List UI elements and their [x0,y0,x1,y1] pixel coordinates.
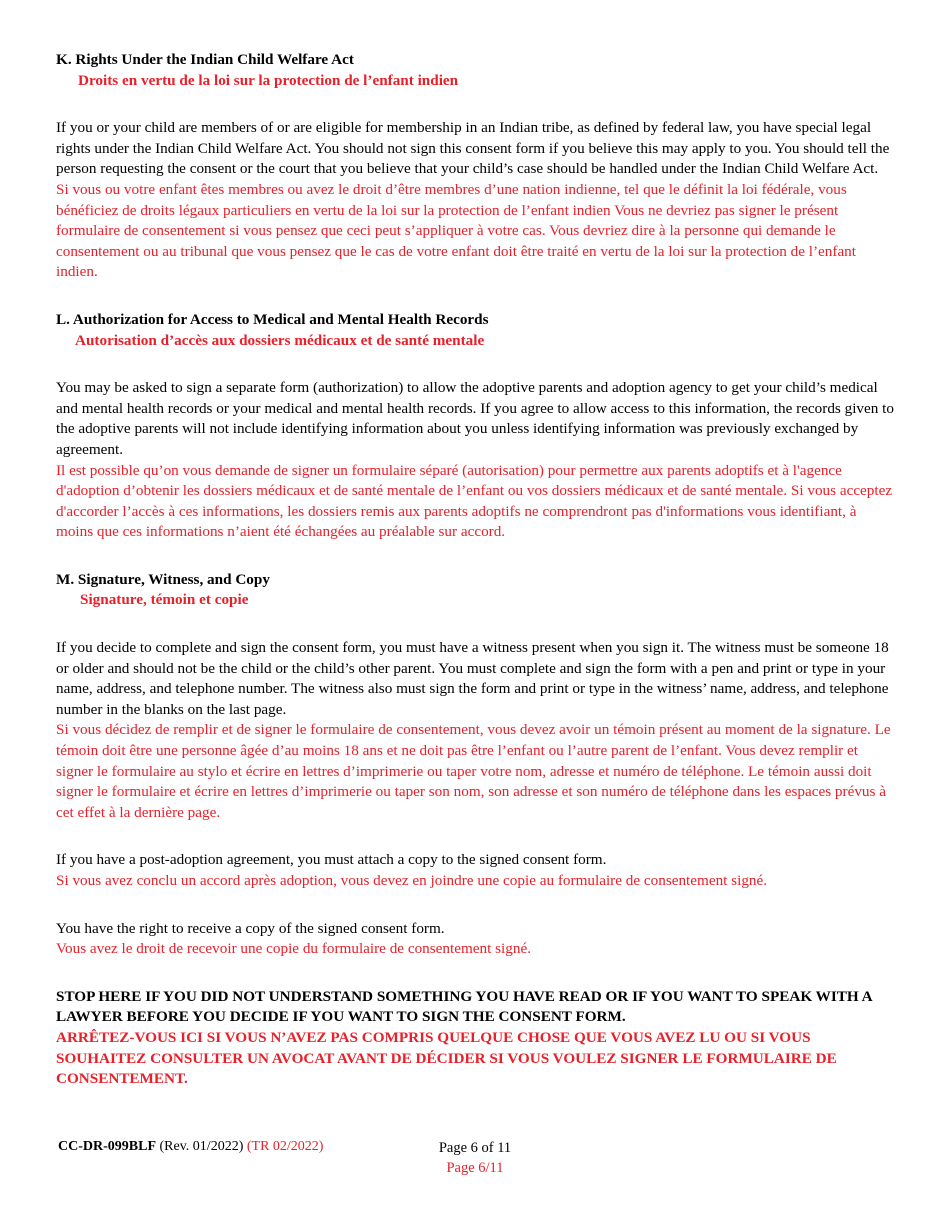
post-adoption-text: If you have a post-adoption agreement, you must attach a copy to the signed consent form. [56,851,607,869]
post-adoption-text-fr: Si vous avez conclu un accord après adoption, vous devez en joindre une copie au formulaire de consentement signé. [56,872,768,889]
form-translation-date: (TR 02/2022) [246,1139,324,1154]
section-l-body: You may be asked to sign a separate form (authorization) to allow the adoptive parents and adoption agency to get your child’s medical and mental health records or your medical and mental health records. If you agree to allow access to this information, the records given to the adoptive parents will not include identifying information about you unless identifying information was previously exchanged by agreement. [56,379,894,458]
footer-page-number [420,1138,530,1178]
footer-form-info [58,1138,323,1156]
section-m-title-fr: Signature, témoin et copie [80,591,249,609]
copy-right-text-fr: Vous avez le droit de recevoir une copie du formulaire de consentement signé. [56,940,532,958]
stop-notice-fr: ARRÊTEZ-VOUS ICI SI VOUS N’AVEZ PAS COMPRIS QUELQUE CHOSE QUE VOUS AVEZ LU OU SI VOUS SOUHAITEZ CONSULTER UN AVOCAT AVANT DE DÉCIDER SI VOUS VOULEZ SIGNER LE FORMULAIRE DE CONSENTEMENT. [56,1028,837,1088]
form-revision: (Rev. 01/2022) [159,1139,244,1154]
document-page [56,50,896,1090]
copy-right-text: You have the right to receive a copy of the signed consent form. [56,919,445,937]
form-code: CC-DR-099BLF [58,1139,156,1154]
page-number-fr: Page 6/11 [446,1160,504,1176]
section-m-body: If you decide to complete and sign the consent form, you must have a witness present when you sign it. The witness must be someone 18 or older and should not be the child or the child’s other parent. You must complete and sign the form with a pen and print or type in your name, address, and telephone number. The witness also must sign the form and print or type in the witness’ name, address, and telephone number in the blanks on the last page. [56,639,889,718]
section-k-body: If you or your child are members of or are eligible for membership in an Indian tribe, as defined by federal law, you have special legal rights under the Indian Child Welfare Act. You should not sign this consent form if you believe this may apply to you. You should tell the person requesting the consent or the court that you believe that your child’s case should be handled under the Indian Child Welfare Act. [56,119,890,178]
section-l-title: L. Authorization for Access to Medical and Mental Health Records [56,310,489,328]
page-number: Page 6 of 11 [438,1140,512,1156]
stop-notice: STOP HERE IF YOU DID NOT UNDERSTAND SOMETHING YOU HAVE READ OR IF YOU WANT TO SPEAK WITH A LAWYER BEFORE YOU DECIDE IF YOU WANT TO SIGN THE CONSENT FORM. [56,987,872,1026]
section-m-title: M. Signature, Witness, and Copy [56,570,270,588]
section-k-body-fr: Si vous ou votre enfant êtes membres ou avez le droit d’être membres d’une nation indienne, tel que le définit la loi fédérale, vous bénéficiez de droits légaux particuliers en vertu de la loi sur la protection de l’enfant indien Vous ne devriez pas signer le présent formulaire de consentement si vous pensez que ceci peut s’appliquer à votre cas. Vous devriez dire à la personne qui demande le consentement ou au tribunal que vous pensez que le cas de votre enfant doit être traité en vertu de la loi sur la protection de l’enfant indien. [56,180,856,281]
section-k-title: K. Rights Under the Indian Child Welfare Act [56,51,354,68]
section-m-body-fr: Si vous décidez de remplir et de signer le formulaire de consentement, vous devez avoir un témoin présent au moment de la signature. Le témoin doit être une personne âgée d’au moins 18 ans et ne doit pas être l’enfant ou l’autre parent de l’enfant. Vous devez remplir et signer le formulaire au stylo et écrire en lettres d’imprimerie ou taper votre nom, adresse et numéro de téléphone. Le témoin aussi doit signer le formulaire et écrire en lettres d’imprimerie ou taper son nom, son adresse et son numéro de téléphone dans les espaces prévus à cet effet à la dernière page. [56,721,891,821]
section-k-title-fr: Droits en vertu de la loi sur la protection de l’enfant indien [78,71,459,89]
section-l-body-fr: Il est possible qu’on vous demande de signer un formulaire séparé (autorisation) pour permettre aux parents adoptifs et à l'agence d'adoption d’obtenir les dossiers médicaux et de santé mentale de l’enfant ou vos dossiers médicaux et de santé mentale. Si vous acceptez d'accorder l’accès à ces informations, les dossiers remis aux parents adoptifs ne comprendront pas d'informations vous identifiant, à moins que ces informations n’aient été échangées au préalable sur accord. [56,461,893,541]
section-l-title-fr: Autorisation d’accès aux dossiers médicaux et de santé mentale [75,331,485,349]
